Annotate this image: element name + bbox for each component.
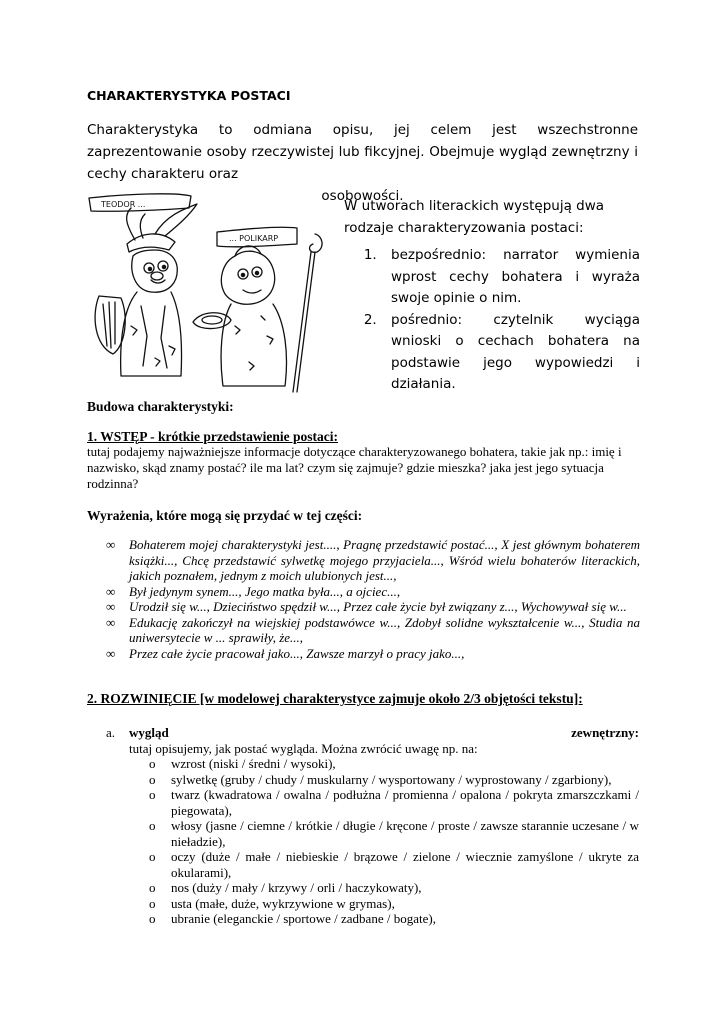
appearance-heading-row bbox=[106, 725, 639, 741]
cartoon-illustration bbox=[85, 186, 337, 398]
intro-section-heading: 1. WSTĘP - krótkie przedstawienie postaci: bbox=[87, 429, 338, 444]
item-marker: a. bbox=[106, 725, 116, 740]
circle-bullet: o bbox=[149, 787, 156, 802]
phrase-text: Bohaterem mojej charakterystyki jest...., Pragnę przedstawić postać..., X jest głównym bohaterem książki..., Chcę przedstawić sylwetkę mojego przyjaciela..., Wśród wielu bohaterów literackich, jakich poznałem, jednym z moich ulubionych jest..., bbox=[129, 537, 640, 583]
circle-bullet: o bbox=[149, 849, 156, 864]
phrase-text: Przez całe życie pracował jako..., Zawsze marzył o pracy jako..., bbox=[129, 645, 465, 661]
types-list bbox=[344, 245, 640, 396]
appearance-item bbox=[106, 725, 639, 927]
feature-item: o oczy (duże / małe / niebieskie / brązowe / zielone / wiecznie zamyślone / ukryte za okularami), bbox=[149, 849, 639, 880]
phrase-item bbox=[106, 537, 640, 584]
infinity-bullet: ∞ bbox=[106, 614, 116, 630]
infinity-bullet: ∞ bbox=[106, 537, 116, 552]
feature-item: o nos (duży / mały / krzywy / orli / haczykowaty), bbox=[149, 880, 422, 895]
circle-bullet: o bbox=[149, 756, 156, 771]
sign-left-text: TEODOR ... bbox=[101, 200, 146, 209]
appearance-word-2: zewnętrzny: bbox=[571, 725, 639, 740]
appearance-word-1: wygląd bbox=[129, 725, 169, 740]
phrases-list bbox=[106, 537, 640, 661]
types-lead: W utworach literackich występują dwa rodzaje charakteryzowania postaci: bbox=[344, 198, 605, 236]
circle-bullet: o bbox=[149, 911, 156, 926]
sign-right-text: ... POLIKARP bbox=[229, 234, 279, 243]
feature-item: o sylwetkę (gruby / chudy / muskularny / wysportowany / wyprostowany / zgarbiony), bbox=[149, 771, 612, 787]
feature-item: o usta (małe, duże, wykrzywione w grymas), bbox=[149, 895, 395, 911]
infinity-bullet: ∞ bbox=[106, 645, 116, 661]
appearance-intro: tutaj opisujemy, jak postać wygląda. Można zwrócić uwagę np. na: bbox=[129, 740, 478, 756]
type-item-indirect: 2. pośrednio: czytelnik wyciąga wnioski o cechach bohatera na podstawie jego wypowiedzi i działania. bbox=[381, 310, 640, 396]
circle-bullet: o bbox=[149, 771, 156, 787]
phrase-item bbox=[106, 599, 640, 615]
circle-bullet: o bbox=[149, 895, 156, 911]
circle-bullet: o bbox=[149, 818, 156, 833]
phrase-item bbox=[106, 615, 640, 646]
intro-text-end: osobowości. bbox=[321, 188, 404, 204]
appearance-features-list bbox=[106, 756, 639, 927]
phrase-item bbox=[106, 646, 640, 662]
type-item-direct: 1. bezpośrednio: narrator wymienia wprost cechy bohatera i wyraża swoje opinie o nim. bbox=[381, 245, 640, 310]
feature-item: o wzrost (niski / średni / wysoki), bbox=[149, 756, 336, 771]
phrases-heading: Wyrażenia, które mogą się przydać w tej części: bbox=[87, 508, 363, 523]
circle-bullet: o bbox=[149, 880, 156, 895]
phrase-item bbox=[106, 584, 640, 600]
feature-item: o twarz (kwadratowa / owalna / podłużna / promienna / opalona / pokryta zmarszczkami / piegowata), bbox=[149, 787, 639, 818]
characterization-types bbox=[344, 196, 640, 396]
phrase-text: Urodził się w..., Dzieciństwo spędził w..., Przez całe życie był związany z..., Wychowywał się w... bbox=[129, 599, 627, 614]
development-section-heading: 2. ROZWINIĘCIE [w modelowej charakterystyce zajmuje około 2/3 objętości tekstu]: bbox=[87, 691, 583, 706]
feature-item: o ubranie (eleganckie / sportowe / zadbane / bogate), bbox=[149, 911, 436, 926]
page-title: CHARAKTERYSTYKA POSTACI bbox=[87, 88, 291, 103]
feature-item: o włosy (jasne / ciemne / krótkie / długie / kręcone / proste / zawsze starannie uczesane / w nieładzie), bbox=[149, 818, 639, 849]
phrase-text: Był jedynym synem..., Jego matka była..., a ojciec..., bbox=[129, 583, 401, 599]
structure-heading: Budowa charakterystyki: bbox=[87, 399, 234, 414]
infinity-bullet: ∞ bbox=[106, 599, 116, 614]
phrase-text: Edukację zakończył na wiejskiej podstawówce w..., Zdobył solidne wykształcenie w..., Studia na uniwersytecie w ... sprawiły, że..., bbox=[129, 614, 640, 645]
intro-text: Charakterystyka to odmiana opisu, jej celem jest wszechstronne zaprezentowanie osoby rzeczywistej lub fikcyjnej. Obejmuje wygląd zewnętrzny i cechy charakteru oraz bbox=[87, 122, 638, 182]
infinity-bullet: ∞ bbox=[106, 583, 116, 599]
intro-section-text: tutaj podajemy najważniejsze informacje dotyczące charakteryzowanego bohatera, takie jak np.: imię i nazwisko, skąd znamy postać? ile ma lat? czym się zajmuje? gdzie mieszka? jaka jest jego sytuacja rodzinna? bbox=[87, 444, 622, 491]
